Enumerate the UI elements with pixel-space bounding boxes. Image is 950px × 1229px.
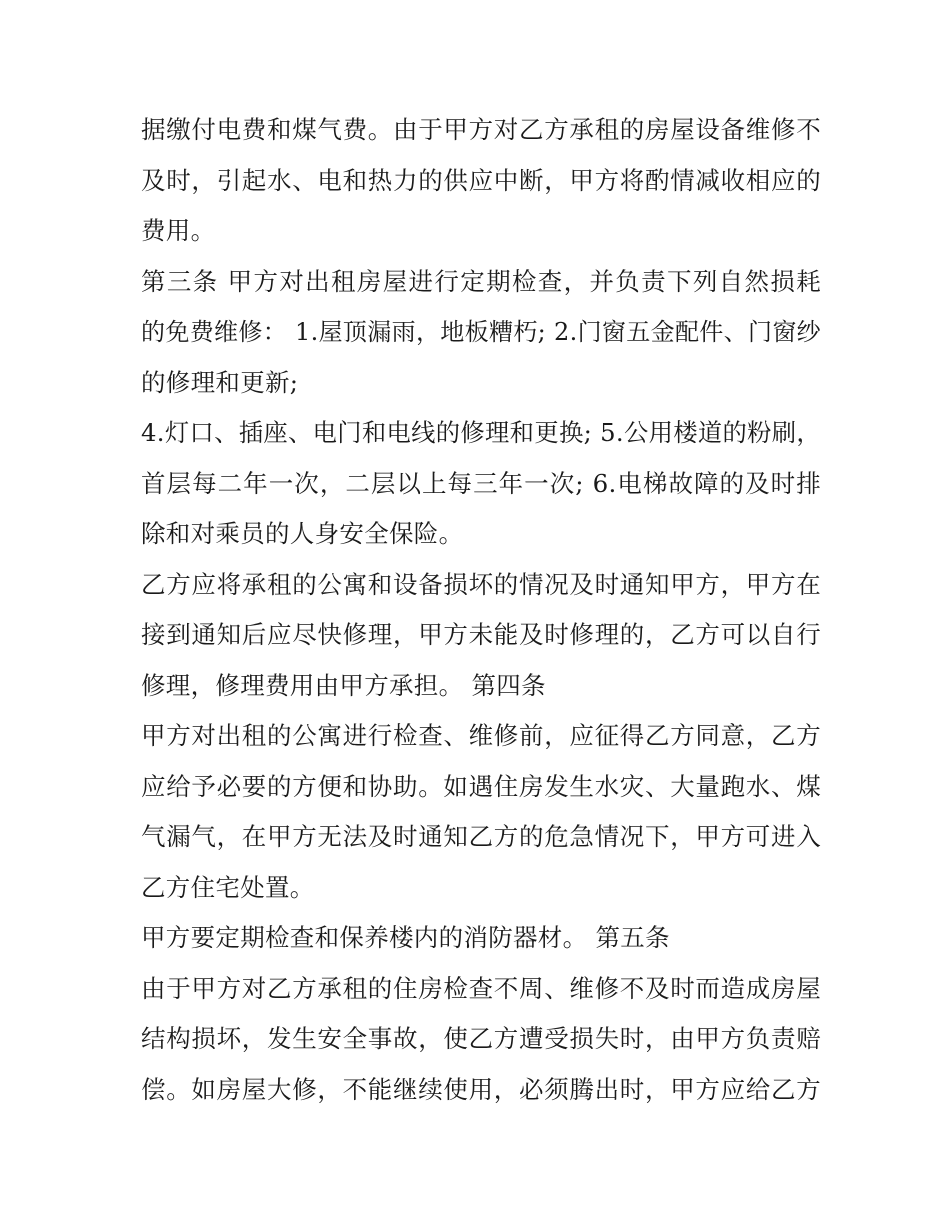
text-line: 据缴付电费和煤气费。由于甲方对乙方承租的房屋设备维修不 <box>141 115 821 144</box>
text-line: 的修理和更新; <box>141 367 299 397</box>
text-line: 甲方要定期检查和保养楼内的消防器材。 第五条 <box>141 923 670 952</box>
text-line: 接到通知后应尽快修理，甲方未能及时修理的，乙方可以自行 <box>141 620 821 649</box>
text-line: 第三条 甲方对出租房屋进行定期检查，并负责下列自然损耗 <box>141 266 821 296</box>
text-line: 应给予必要的方便和协助。如遇住房发生水灾、大量跑水、煤 <box>141 771 821 801</box>
text-line: 修理，修理费用由甲方承担。 第四条 <box>141 670 546 700</box>
text-line: 由于甲方对乙方承租的住房检查不周、维修不及时而造成房屋 <box>141 973 821 1003</box>
document-body <box>141 105 821 1115</box>
text-line: 及时，引起水、电和热力的供应中断，甲方将酌情减收相应的 <box>141 165 821 195</box>
text-line: 乙方住宅处置。 <box>141 872 315 902</box>
text-line: 费用。 <box>141 216 216 245</box>
text-line: 的免费维修： 1.屋顶漏雨，地板糟朽; 2.门窗五金配件、门窗纱 <box>141 318 821 346</box>
text-line: 首层每二年一次，二层以上每三年一次; 6.电梯故障的及时排 <box>141 468 821 498</box>
text-line: 乙方应将承租的公寓和设备损坏的情况及时通知甲方，甲方在 <box>141 569 821 599</box>
text-line: 除和对乘员的人身安全保险。 <box>141 519 464 548</box>
text-line: 甲方对出租的公寓进行检查、维修前，应征得乙方同意，乙方 <box>141 721 821 750</box>
text-line: 偿。如房屋大修，不能继续使用，必须腾出时，甲方应给乙方 <box>141 1074 821 1104</box>
text-line: 结构损坏，发生安全事故，使乙方遭受损失时，由甲方负责赔 <box>141 1024 821 1053</box>
text-line: 气漏气，在甲方无法及时通知乙方的危急情况下，甲方可进入 <box>141 822 821 851</box>
text-line: 4.灯口、插座、电门和电线的修理和更换; 5.公用楼道的粉刷， <box>141 418 821 447</box>
